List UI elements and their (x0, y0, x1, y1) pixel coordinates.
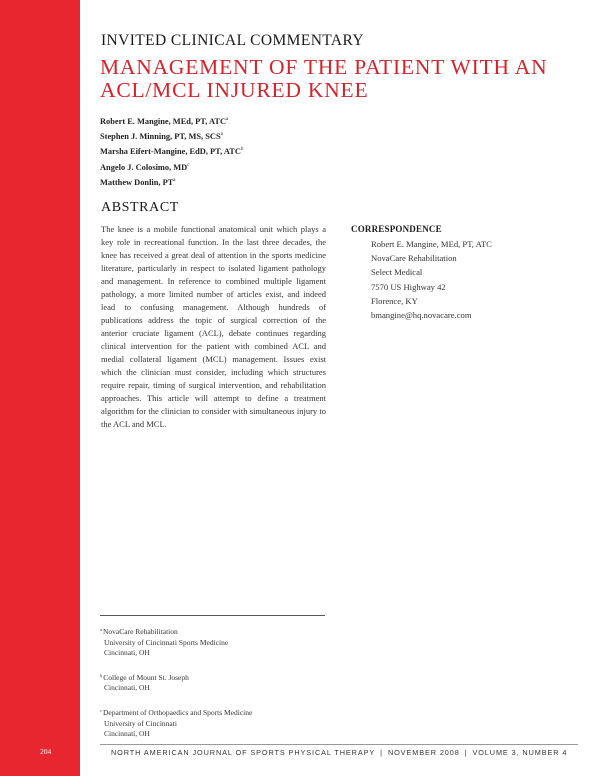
correspondence-line: 7570 US Highway 42 (371, 281, 446, 292)
abstract-heading: ABSTRACT (101, 200, 179, 215)
journal-name: NORTH AMERICAN JOURNAL OF SPORTS PHYSICAL THERAPY (111, 748, 376, 757)
author-line: Robert E. Mangine, MEd, PT, ATC$^a$ (100, 117, 229, 126)
abstract-body: The knee is a mobile functional anatomical unit which plays a key role in recreational function. In the last three decades, the knee has received a great deal of attention in the sports medicine literature, particularly in respect to isolated ligament pathology and management. In reference to combined multiple ligament pathology, a more limited number of articles exist, and indeed lead to confusing management. Although hundreds of publications address the topic of surgical correction of the anterior cruciate ligament (ACL), debate continues regarding clinical intervention for the patient with combined ACL and medial collateral ligament (MCL) management. Issues exist which the clinician must consider, including which structures require repair, timing of surgical intervention, and rehabilitation approaches. This article will attempt to define a treatment algorithm for the clinician to consider with simultaneous injury to the ACL and MCL. (101, 224, 326, 429)
correspondence-line: Florence, KY (371, 295, 418, 306)
affiliation-divider (100, 615, 325, 616)
author-line: Stephen J. Minning, PT, MS, SCS$^a$ (100, 132, 223, 142)
affiliation-list (100, 625, 252, 752)
author-line: Matthew Donlin, $PT^a$ (100, 177, 176, 187)
footer-divider (100, 744, 578, 745)
correspondence-block (371, 237, 492, 322)
correspondence-line: Robert E. Mangine, MEd, PT, ATC (371, 239, 492, 249)
correspondence-line: NovaCare Rehabilitation (371, 253, 457, 264)
author-list (100, 113, 243, 189)
affiliation-item: $^b$College of Mount St. Joseph Cincinnati, OH (100, 672, 189, 693)
article-type-kicker: INVITED CLINICAL COMMENTARY (101, 32, 364, 49)
volume-number: VOLUME 3, NUMBER 4 (472, 748, 568, 757)
red-side-bar (0, 0, 80, 776)
author-line: Marsha Eifert-Mangine, EdD, PT, ATC$^b$ (100, 147, 244, 157)
article-title: MANAGEMENT OF THE PATIENT WITH AN ACL/MCL INJURED KNEE (100, 55, 548, 102)
author-line: Angelo J. Colosimo, $MD^c$ (100, 162, 190, 172)
page-number: 204 (40, 747, 52, 756)
correspondence-line: Select Medical (371, 267, 423, 278)
affiliation-item: $^a$NovaCare Rehabilitation University of Cincinnati Sports Medicine Cincinnati, OH (100, 627, 229, 658)
correspondence-heading: CORRESPONDENCE (351, 224, 442, 234)
issue-date: NOVEMBER 2008 (387, 748, 460, 757)
affiliation-item: $^c$Department of Orthopaedics and Sports Medicine University of Cincinnati Cincinnati, OH (100, 707, 253, 739)
running-footer: NORTH AMERICAN JOURNAL OF SPORTS PHYSICAL THERAPY | NOVEMBER 2008 | VOLUME 3, NUMBER 4 (111, 748, 568, 757)
correspondence-email[interactable]: bmangine@hq.novacare.com (371, 310, 472, 321)
